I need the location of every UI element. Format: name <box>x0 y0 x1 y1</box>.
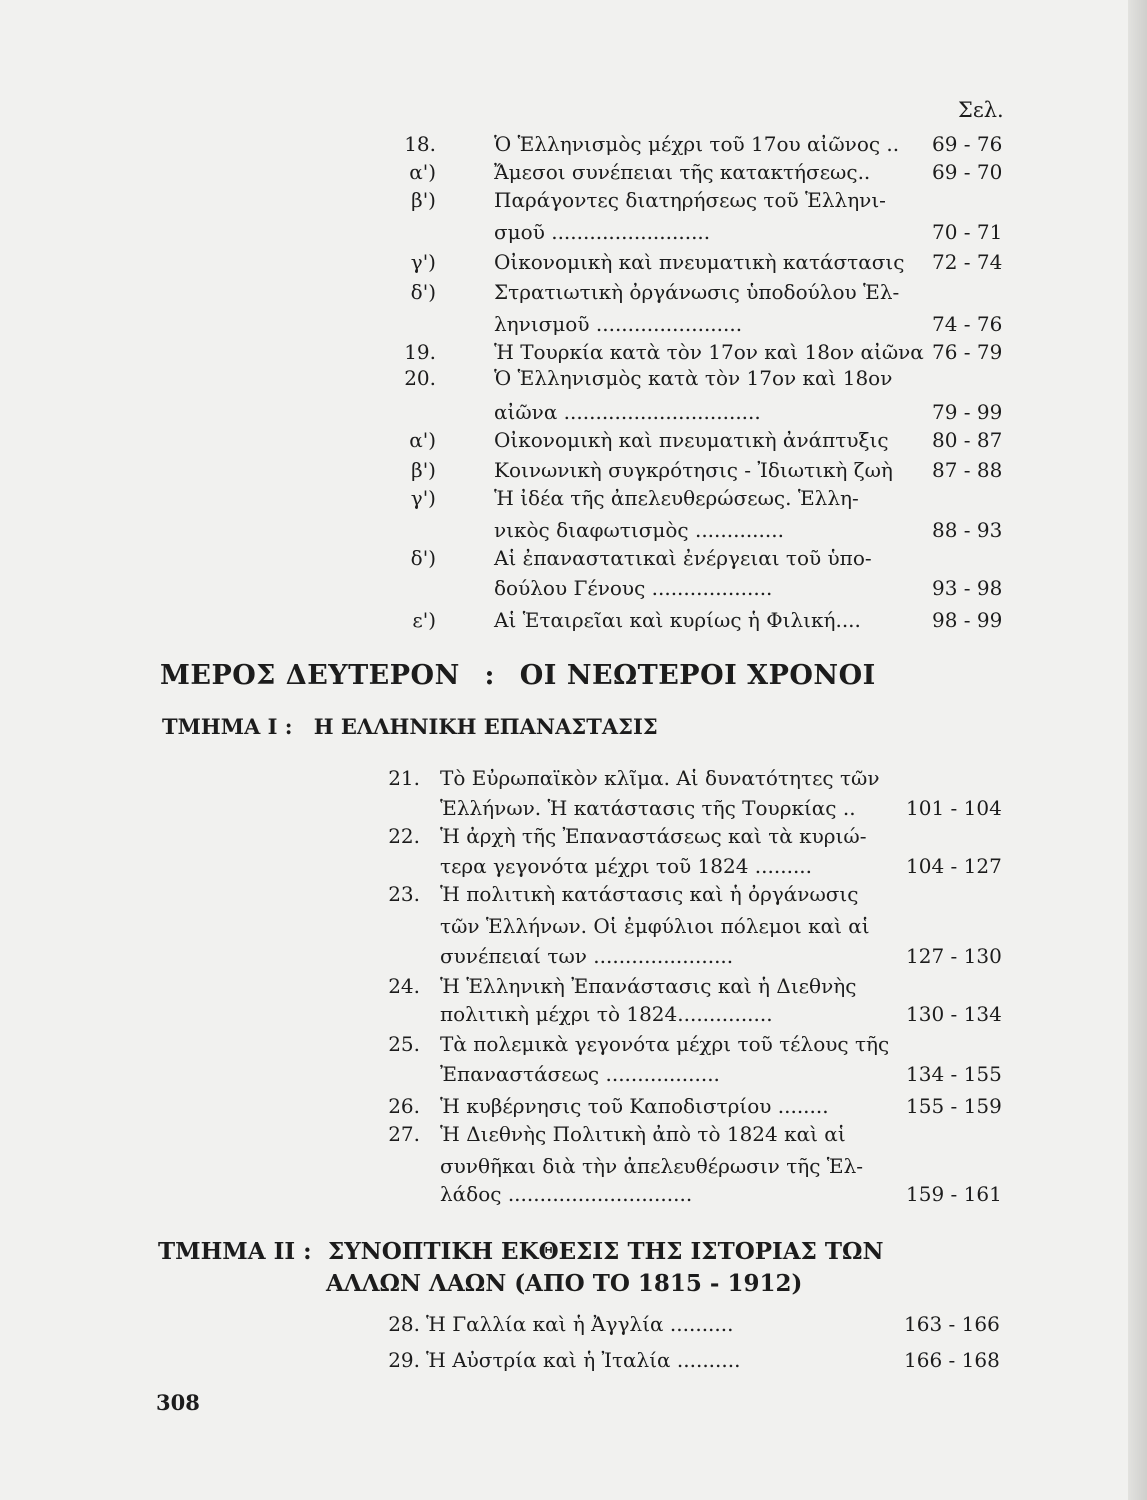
toc-entry <box>0 1180 1147 1210</box>
entry-pages: 104 - 127 <box>906 854 1002 878</box>
toc-entry <box>0 1000 1147 1030</box>
entry-pages: 74 - 76 <box>932 312 1003 336</box>
entry-pages: 166 - 168 <box>904 1348 1000 1372</box>
toc-entry <box>0 1152 1147 1182</box>
toc-entry <box>0 942 1147 972</box>
toc-entry <box>0 310 1147 340</box>
entry-title: συνέπειαί των ...................... <box>440 944 734 968</box>
entry-pages: 79 - 99 <box>932 400 1003 424</box>
entry-title: Ἡ κυβέρνησις τοῦ Καποδιστρίου ........ <box>440 1094 829 1118</box>
toc-entry <box>0 426 1147 456</box>
entry-title: Ἡ Γαλλία καὶ ἡ Ἀγγλία .......... <box>426 1312 734 1336</box>
entry-title: Ἡ ἰδέα τῆς ἀπελευθερώσεως. Ἑλλη- <box>494 486 859 510</box>
toc-entry <box>0 1092 1147 1122</box>
entry-number: 29. <box>388 1348 420 1372</box>
page-edge-shadow <box>1128 0 1147 1500</box>
entry-pages: 127 - 130 <box>906 944 1002 968</box>
section-one-heading <box>162 714 658 739</box>
part-two-separator: : <box>484 660 495 691</box>
entry-pages: 88 - 93 <box>932 518 1003 542</box>
part-two-title: ΟΙ ΝΕΩΤΕΡΟΙ ΧΡΟΝΟΙ <box>519 660 876 691</box>
entry-pages: 101 - 104 <box>906 796 1002 820</box>
entry-number: 20. <box>404 366 436 390</box>
entry-title: τερα γεγονότα μέχρι τοῦ 1824 ......... <box>440 854 813 878</box>
entry-title: Ἡ ἀρχὴ τῆς Ἐπαναστάσεως καὶ τὰ κυριώ- <box>440 824 867 848</box>
entry-number: 26. <box>388 1094 420 1118</box>
section-one-label: ΤΜΗΜΑ Ι : <box>162 714 293 739</box>
toc-entry <box>0 1030 1147 1060</box>
entry-title: Ἑλλήνων. Ἡ κατάστασις τῆς Τουρκίας .. <box>440 796 856 820</box>
entry-title: Ἄμεσοι συνέπειαι τῆς κατακτήσεως.. <box>494 160 871 184</box>
entry-title: νικὸς διαφωτισμὸς .............. <box>494 518 784 542</box>
part-two-heading <box>160 660 876 691</box>
entry-title: Ὁ Ἑλληνισμὸς μέχρι τοῦ 17ου αἰῶνος .. <box>494 132 900 156</box>
entry-number: δ') <box>410 546 436 570</box>
entry-pages: 155 - 159 <box>906 1094 1002 1118</box>
toc-entry <box>0 1060 1147 1090</box>
toc-entry <box>0 794 1147 824</box>
entry-title: Αἱ Ἑταιρεῖαι καὶ κυρίως ἡ Φιλική.... <box>494 608 861 632</box>
toc-entry <box>0 186 1147 216</box>
toc-entry <box>0 574 1147 604</box>
toc-entry <box>0 880 1147 910</box>
entry-number: γ') <box>410 250 436 274</box>
entry-title: Ἡ Ἑλληνικὴ Ἐπανάστασις καὶ ἡ Διεθνὴς <box>440 974 857 998</box>
entry-number: α') <box>409 160 436 184</box>
entry-number: 27. <box>388 1122 420 1146</box>
toc-entry <box>0 248 1147 278</box>
entry-title: Ἡ Αὐστρία καὶ ἡ Ἰταλία .......... <box>426 1348 741 1372</box>
entry-pages: 134 - 155 <box>906 1062 1002 1086</box>
entry-title: συνθῆκαι διὰ τὴν ἀπελευθέρωσιν τῆς Ἑλ- <box>440 1154 864 1178</box>
entry-pages: 130 - 134 <box>906 1002 1002 1026</box>
entry-number: 24. <box>388 974 420 998</box>
entry-title: τῶν Ἑλλήνων. Οἱ ἐμφύλιοι πόλεμοι καὶ αἱ <box>440 914 870 938</box>
entry-number: 25. <box>388 1032 420 1056</box>
toc-entry <box>0 544 1147 574</box>
entry-title: Αἱ ἐπαναστατικαὶ ἐνέργειαι τοῦ ὑπο- <box>494 546 872 570</box>
entry-title: Τὰ πολεμικὰ γεγονότα μέχρι τοῦ τέλους τῆς <box>440 1032 890 1056</box>
toc-entry <box>0 822 1147 852</box>
entry-pages: 69 - 70 <box>932 160 1003 184</box>
entry-pages: 72 - 74 <box>932 250 1003 274</box>
entry-title: Ἡ Διεθνὴς Πολιτικὴ ἀπὸ τὸ 1824 καὶ αἱ <box>440 1122 846 1146</box>
entry-pages: 87 - 88 <box>932 458 1003 482</box>
entry-number: β') <box>411 458 436 482</box>
section-two-title-line2: ΑΛΛΩΝ ΛΑΩΝ (ΑΠΟ ΤΟ 1815 - 1912) <box>326 1270 803 1297</box>
entry-pages: 76 - 79 <box>932 340 1003 364</box>
entry-title: Οἰκονομικὴ καὶ πνευματικὴ ἀνάπτυξις <box>494 428 889 452</box>
entry-pages: 69 - 76 <box>932 132 1003 156</box>
section-two-label: ΤΜΗΜΑ ΙΙ : <box>158 1238 312 1265</box>
entry-title: δούλου Γένους ................... <box>494 576 773 600</box>
toc-entry <box>0 1120 1147 1150</box>
entry-number: ε') <box>412 608 436 632</box>
page-column-header: Σελ. <box>958 98 1004 122</box>
entry-number: δ') <box>410 280 436 304</box>
entry-title: πολιτικὴ μέχρι τὸ 1824............... <box>440 1002 773 1026</box>
entry-number: 23. <box>388 882 420 906</box>
toc-entry <box>0 852 1147 882</box>
toc-entry <box>0 364 1147 394</box>
entry-title: Κοινωνικὴ συγκρότησις - Ἰδιωτικὴ ζωὴ <box>494 458 893 482</box>
entry-number: 21. <box>388 766 420 790</box>
toc-entry <box>0 158 1147 188</box>
toc-entry <box>0 456 1147 486</box>
toc-entry <box>0 398 1147 428</box>
page-number: 308 <box>156 1390 200 1415</box>
entry-number: 18. <box>404 132 436 156</box>
toc-entry <box>0 516 1147 546</box>
entry-title: Τὸ Εὐρωπαϊκὸν κλῖμα. Αἱ δυνατότητες τῶν <box>440 766 880 790</box>
toc-entry <box>0 278 1147 308</box>
entry-title: Ὁ Ἑλληνισμὸς κατὰ τὸν 17ον καὶ 18ον <box>494 366 893 390</box>
toc-entry <box>0 1346 1147 1376</box>
entry-number: 19. <box>404 340 436 364</box>
part-two-label: ΜΕΡΟΣ ΔΕΥΤΕΡΟΝ <box>160 660 460 691</box>
toc-entry <box>0 764 1147 794</box>
entry-title: σμοῦ ......................... <box>494 220 711 244</box>
entry-number: 22. <box>388 824 420 848</box>
entry-pages: 80 - 87 <box>932 428 1003 452</box>
entry-number: α') <box>409 428 436 452</box>
toc-entry <box>0 130 1147 160</box>
toc-entry <box>0 912 1147 942</box>
entry-title: Ἐπαναστάσεως .................. <box>440 1062 720 1086</box>
entry-title: λάδος ............................. <box>440 1182 693 1206</box>
entry-title: Παράγοντες διατηρήσεως τοῦ Ἑλληνι- <box>494 188 886 212</box>
toc-entry <box>0 1310 1147 1340</box>
toc-entry <box>0 218 1147 248</box>
entry-number: γ') <box>410 486 436 510</box>
entry-pages: 163 - 166 <box>904 1312 1000 1336</box>
entry-title: Στρατιωτικὴ ὀργάνωσις ὑποδούλου Ἑλ- <box>494 280 900 304</box>
section-one-title: Η ΕΛΛΗΝΙΚΗ ΕΠΑΝΑΣΤΑΣΙΣ <box>313 714 658 739</box>
toc-entry <box>0 606 1147 636</box>
entry-pages: 159 - 161 <box>906 1182 1002 1206</box>
entry-title: Ἡ Τουρκία κατὰ τὸν 17ον καὶ 18ον αἰῶνα <box>494 340 924 364</box>
entry-pages: 93 - 98 <box>932 576 1003 600</box>
entry-pages: 98 - 99 <box>932 608 1003 632</box>
entry-title: Οἰκονομικὴ καὶ πνευματικὴ κατάστασις <box>494 250 905 274</box>
entry-title: αἰῶνα ............................... <box>494 400 761 424</box>
entry-number: 28. <box>388 1312 420 1336</box>
entry-title: ληνισμοῦ ....................... <box>494 312 743 336</box>
entry-title: Ἡ πολιτικὴ κατάστασις καὶ ἡ ὀργάνωσις <box>440 882 859 906</box>
entry-pages: 70 - 71 <box>932 220 1003 244</box>
toc-entry <box>0 484 1147 514</box>
section-two-title-line1: ΣΥΝΟΠΤΙΚΗ ΕΚΘΕΣΙΣ ΤΗΣ ΙΣΤΟΡΙΑΣ ΤΩΝ <box>328 1238 884 1265</box>
entry-number: β') <box>411 188 436 212</box>
toc-entry <box>0 972 1147 1002</box>
